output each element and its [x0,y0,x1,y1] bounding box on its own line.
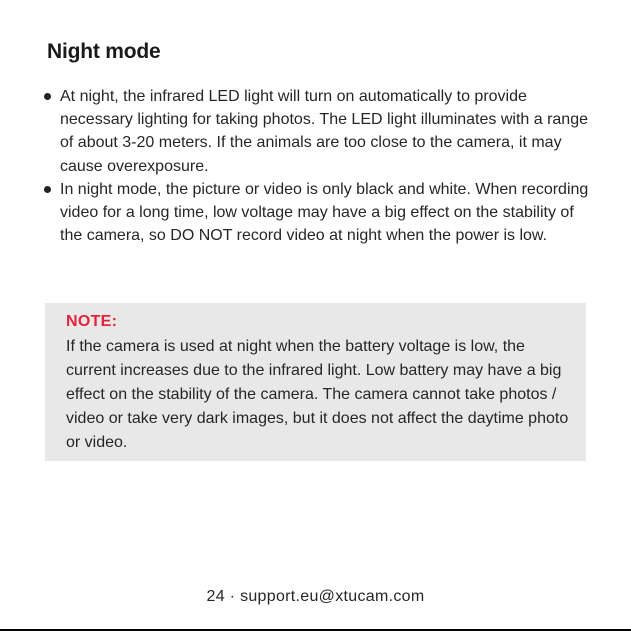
bullet-item [42,178,590,248]
note-box [45,303,586,461]
bullet-dot-icon [44,186,51,193]
note-text: If the camera is used at night when the battery voltage is low, the current increases due to the infrared light. Low battery may have a big effect on the stability of the camera. The camera cannot take photos / video or take very dark images, but it does not affect the daytime photo or video. [66,338,569,451]
bullet-item [42,85,590,178]
bullet-text: In night mode, the picture or video is only black and white. When recording video for a long time, low voltage may have a big effect on the stability of the camera, so DO NOT record video at night when the power is low. [60,180,589,245]
page-footer [0,588,631,606]
bullet-text: At night, the infrared LED light will turn on automatically to provide necessary lighting for taking photos. The LED light illuminates with a range of about 3-20 meters. If the animals are too close to the camera, it may cause overexposure. [60,88,588,175]
page-number: 24 [206,588,225,605]
footer-separator: · [229,588,236,605]
support-email: support.eu@xtucam.com [240,588,425,605]
section-title: Night mode [47,40,161,63]
note-label: NOTE: [66,313,118,330]
bullet-dot-icon [44,93,51,100]
bullet-list [42,85,590,247]
